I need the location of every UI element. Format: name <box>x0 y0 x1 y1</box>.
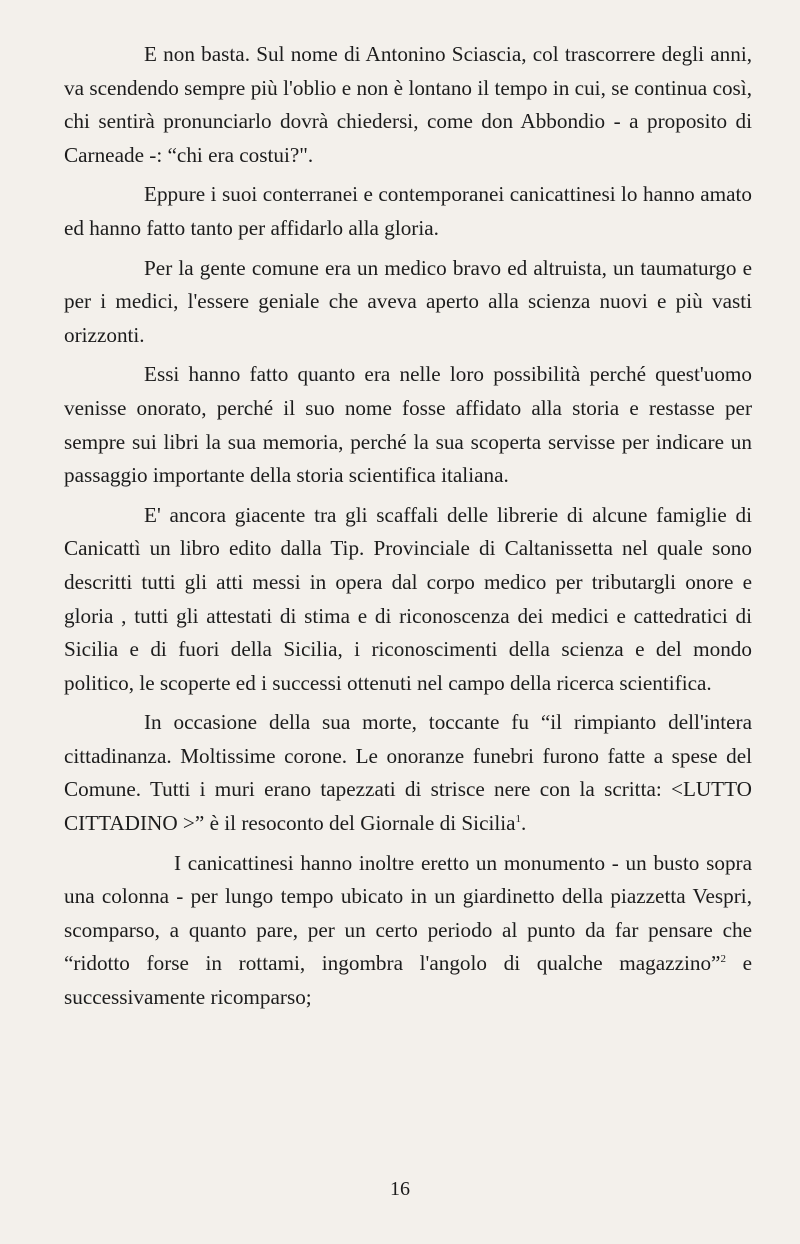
paragraph-1: E non basta. Sul nome di Antonino Sciascia, col trascorrere degli anni, va scendendo sempre più l'oblio e non è lontano il tempo in cui, se continua così, chi sentirà pronunciarlo dovrà chiedersi, come don Abbondio - a proposito di Carneade -: “chi era costui?". <box>64 42 752 167</box>
page-number: 16 <box>390 1178 410 1200</box>
paragraph-6-end: . <box>521 811 527 836</box>
paragraph-7-text: I canicattinesi hanno inoltre eretto un monumento - un busto sopra una colonna - per lungo tempo ubicato in un giardinetto della piazzetta Vespri, scomparso, a quanto pare, per un certo periodo al punto da far pensare che “ridotto forse in rottami, ingombra l'angolo di qualche magazzino” <box>64 850 752 976</box>
paragraph-2: Eppure i suoi conterranei e contemporanei canicattinesi lo hanno amato ed hanno fatto tanto per affidarlo alla gloria. <box>64 182 752 240</box>
footnote-mark-2: 2 <box>720 953 726 966</box>
paragraph-4: Essi hanno fatto quanto era nelle loro possibilità perché quest'uomo venisse onorato, perché il suo nome fosse affidato alla storia e restasse per sempre sui libri la sua memoria, perché la sua scoperta servisse per indicare un passaggio importante della storia scientifica italiana. <box>64 362 752 488</box>
paragraph-7-end: e successivamente ricomparso; <box>64 951 752 1010</box>
footnote-mark-1: 1 <box>515 813 522 825</box>
paragraph-6 <box>64 706 752 840</box>
paragraph-7 <box>64 847 752 1015</box>
paragraph-5: E' ancora giacente tra gli scaffali delle librerie di alcune famiglie di Canicattì un libro edito dalla Tip. Provinciale di Caltanissetta nel quale sono descritti tutti gli atti messi in opera dal corpo medico per tributargli onore e gloria , tutti gli attestati di stima e di riconoscenza dei medici e cattedratici di Sicilia e di fuori della Sicilia, i riconoscimenti della scienza e del mondo politico, le scoperte ed i successi ottenuti nel campo della ricerca scientifica. <box>64 502 752 695</box>
paragraph-6-text: In occasione della sua morte, toccante fu “il rimpianto dell'intera cittadinanza. Moltissime corone. Le onoranze funebri furono fatte a spese del Comune. Tutti i muri erano tapezzati di strisce nere con la scritta: <LUTTO CITTADINO >” è il resoconto del Giornale di Sicilia <box>64 710 752 836</box>
paragraph-3: Per la gente comune era un medico bravo ed altruista, un taumaturgo e per i medici, l'essere geniale che aveva aperto alla scienza nuovi e più vasti orizzonti. <box>64 255 752 347</box>
